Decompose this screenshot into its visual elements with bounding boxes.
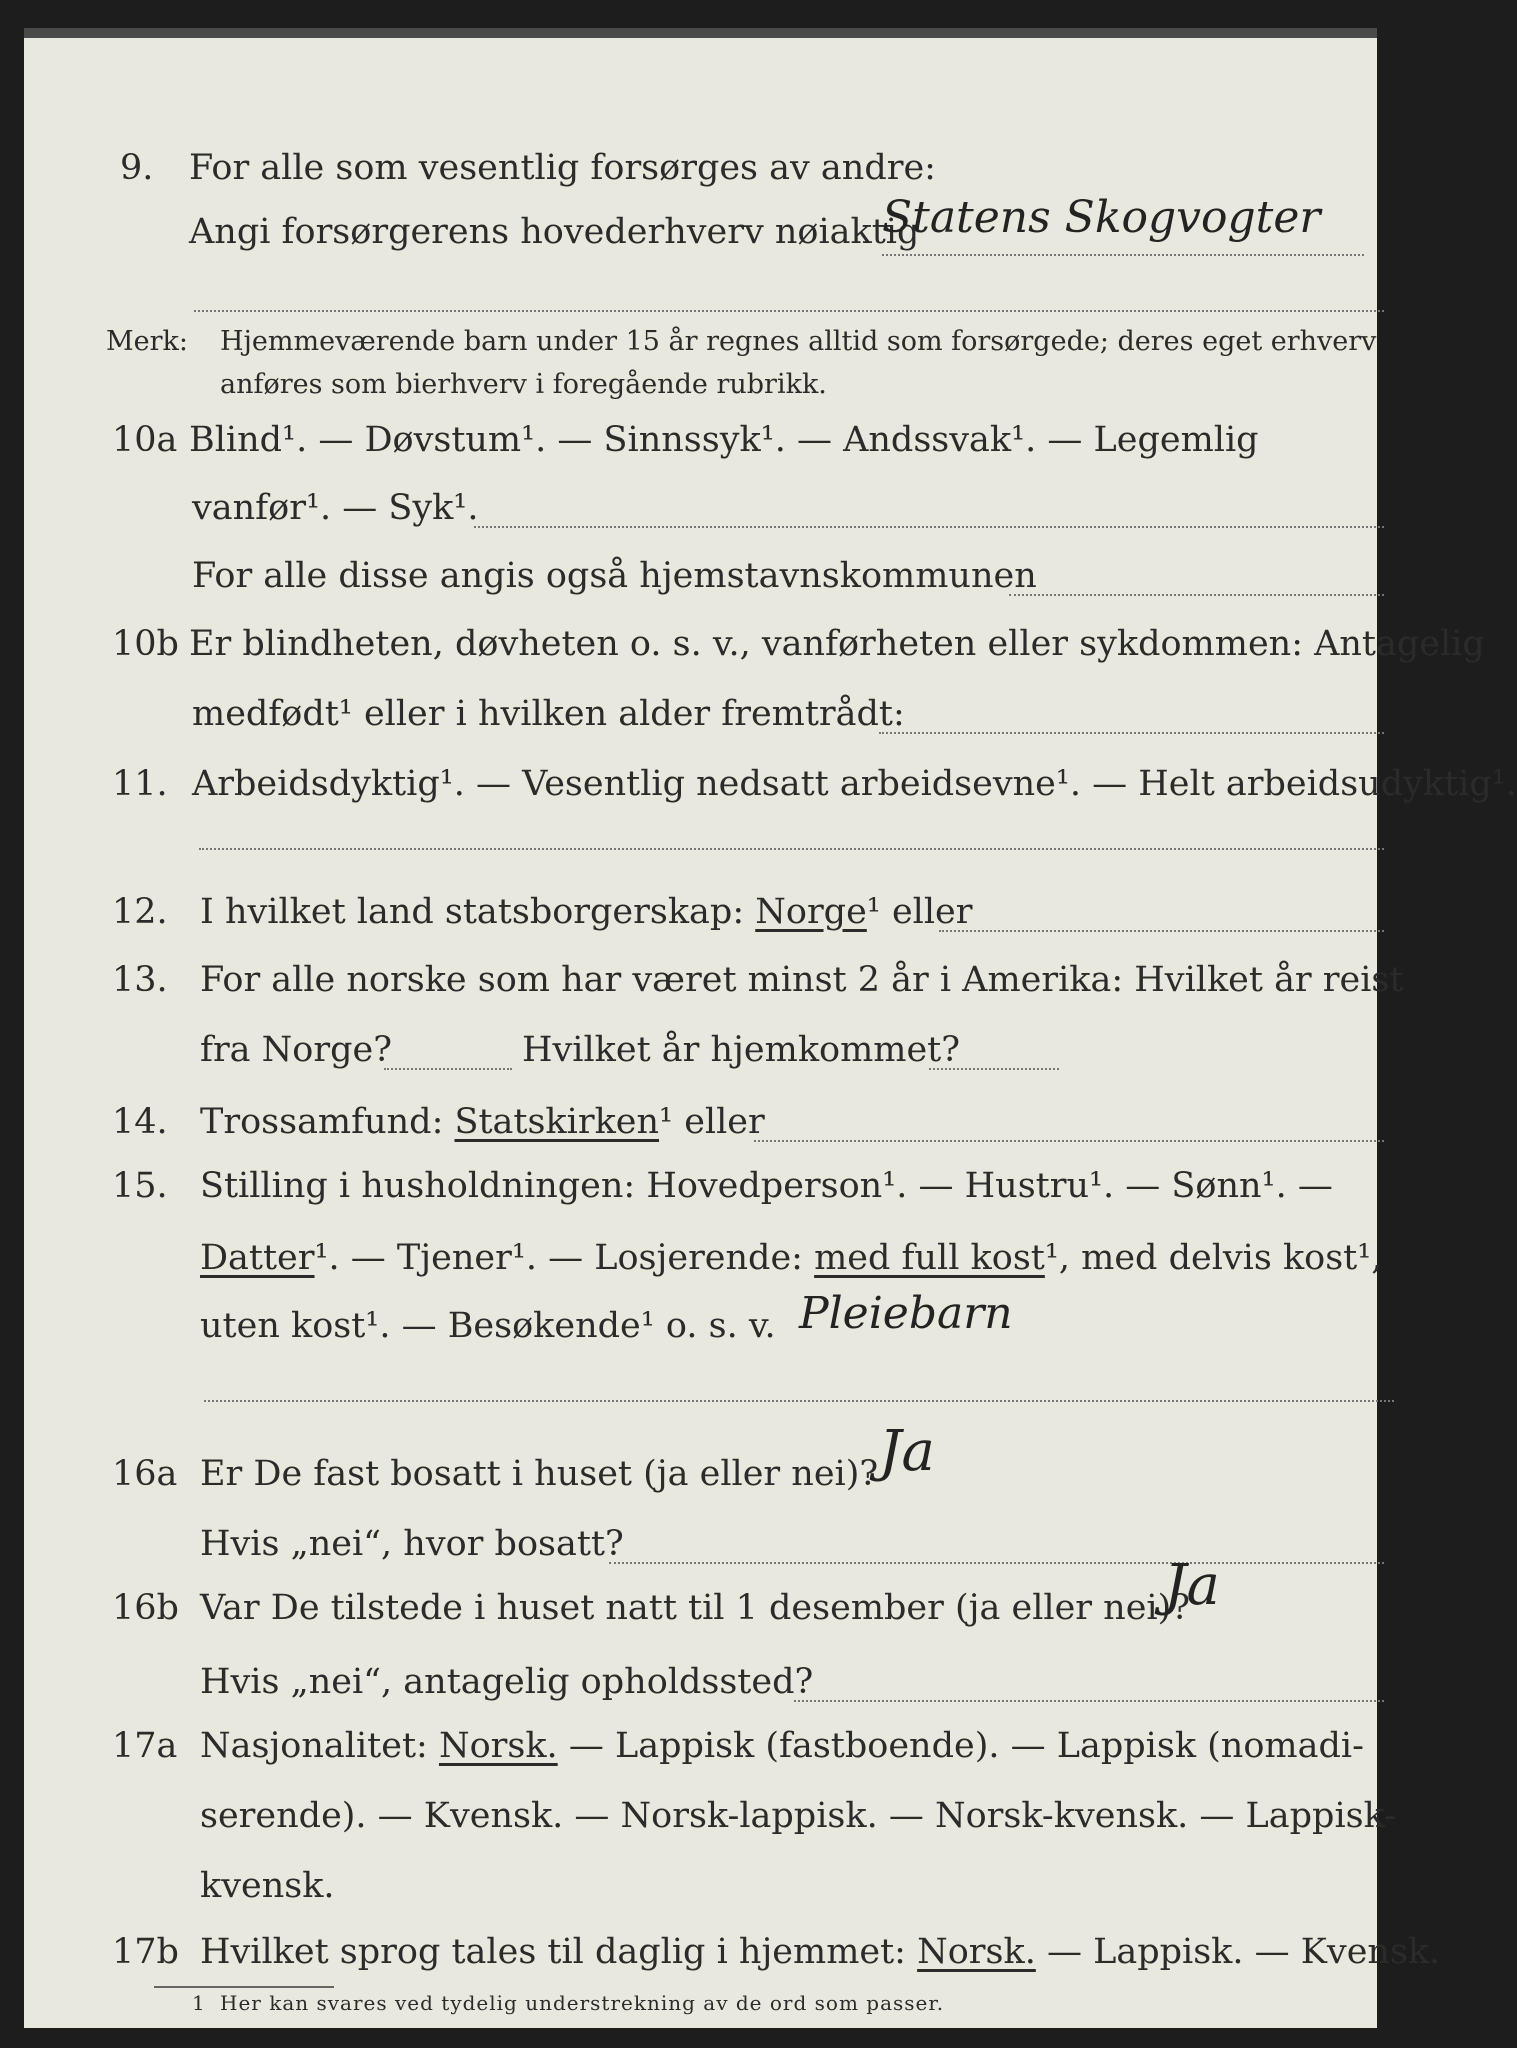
q10a-text-3: For alle disse angis også hjemstavnskommunen xyxy=(192,556,1037,596)
q17b-text xyxy=(200,1930,1440,1974)
q10b-number: 10b xyxy=(112,624,179,664)
q15-text-2d: ¹, med delvis kost¹, xyxy=(1044,1238,1383,1278)
q15-text-2 xyxy=(200,1236,1382,1280)
merk-text-2: anføres som bierhverv i foregående rubrikk. xyxy=(220,369,827,400)
q17b-prefix: Hvilket sprog tales til daglig i hjemmet: xyxy=(200,1932,906,1972)
q16b-number: 16b xyxy=(112,1588,179,1628)
q17b-number: 17b xyxy=(112,1932,179,1972)
q9-handwritten-answer[interactable]: Statens Skogvogter xyxy=(882,192,1321,243)
q9-number: 9. xyxy=(120,148,154,188)
q11-answer-line xyxy=(199,848,1384,850)
q13-text-1: For alle norske som har været minst 2 år i Amerika: Hvilket år reist xyxy=(200,960,1404,1000)
q13-text-2a: fra Norge? xyxy=(200,1030,392,1070)
q14-text xyxy=(200,1100,765,1144)
q12-underlined-answer[interactable]: Norge xyxy=(755,892,867,932)
q15-handwritten-answer[interactable]: Pleiebarn xyxy=(799,1288,1013,1339)
q16b-text-2: Hvis „nei“, antagelig opholdssted? xyxy=(200,1662,814,1702)
merk-label: Merk: xyxy=(106,326,188,357)
q17a-number: 17a xyxy=(112,1726,178,1766)
q17a-suffix: — Lappisk (fastboende). — Lappisk (nomadi- xyxy=(568,1726,1364,1766)
q13-hjemkommet-line xyxy=(929,1068,1059,1070)
q9-text-1: For alle som vesentlig forsørges av andre: xyxy=(189,148,936,188)
q13-number: 13. xyxy=(112,960,168,1000)
q16a-text-2: Hvis „nei“, hvor bosatt? xyxy=(200,1524,624,1564)
q10b-text-1: Er blindheten, døvheten o. s. v., vanførheten eller sykdommen: Antagelig xyxy=(189,624,1485,664)
q11-number: 11. xyxy=(112,764,168,804)
q12-number: 12. xyxy=(112,892,168,932)
q12-answer-line xyxy=(939,930,1384,932)
q15-full-kost-underlined[interactable]: med full kost xyxy=(814,1238,1045,1278)
q14-prefix: Trossamfund: xyxy=(200,1102,444,1142)
q16b-handwritten-answer[interactable]: Ja xyxy=(1164,1553,1220,1618)
q15-text-3: uten kost¹. — Besøkende¹ o. s. v. xyxy=(200,1306,776,1346)
q14-suffix: ¹ eller xyxy=(659,1102,765,1142)
q12-suffix: ¹ eller xyxy=(866,892,973,932)
q9-answer-line xyxy=(882,254,1364,256)
q13-reist-line xyxy=(384,1068,512,1070)
q14-number: 14. xyxy=(112,1102,168,1142)
q17a-prefix: Nasjonalitet: xyxy=(200,1726,428,1766)
q10a-kommune-line xyxy=(1009,594,1384,596)
footnote-text: Her kan svares ved tydelig understrekning av de ord som passer. xyxy=(220,1991,945,2015)
q10b-answer-line xyxy=(879,732,1384,734)
q14-underlined-answer[interactable]: Statskirken xyxy=(454,1102,660,1142)
q12-prefix: I hvilket land statsborgerskap: xyxy=(200,892,745,932)
q16a-text-1: Er De fast bosatt i huset (ja eller nei)? xyxy=(200,1454,879,1494)
q15-text-2b: ¹. — Tjener¹. — Losjerende: xyxy=(314,1238,803,1278)
q17a-underlined-answer[interactable]: Norsk. xyxy=(438,1726,558,1766)
q15-datter-underlined[interactable]: Datter xyxy=(200,1238,315,1278)
q14-answer-line xyxy=(754,1140,1384,1142)
footnote-mark: 1 xyxy=(192,1991,206,2015)
q16a-answer-line xyxy=(609,1562,1384,1564)
q9-text-2: Angi forsørgerens hovederhverv nøiaktig xyxy=(189,212,920,252)
q11-text-1: Arbeidsdyktig¹. — Vesentlig nedsatt arbeidsevne¹. — Helt arbeidsudyktig¹. xyxy=(192,764,1517,804)
merk-text-1: Hjemmeværende barn under 15 år regnes alltid som forsørgede; deres eget erhverv xyxy=(220,326,1377,357)
q17a-text-3: kvensk. xyxy=(200,1866,335,1906)
q15-text-1: Stilling i husholdningen: Hovedperson¹. — Hustru¹. — Sønn¹. — xyxy=(200,1166,1333,1206)
q10a-answer-line xyxy=(474,526,1384,528)
q9-separator xyxy=(194,310,1384,312)
q16a-number: 16a xyxy=(112,1454,178,1494)
q16b-answer-line xyxy=(794,1700,1384,1702)
q17b-underlined-answer[interactable]: Norsk. xyxy=(917,1932,1036,1972)
q16b-text-1: Var De tilstede i huset natt til 1 desember (ja eller nei)? xyxy=(200,1588,1191,1628)
q16a-handwritten-answer[interactable]: Ja xyxy=(879,1419,935,1484)
q17b-suffix: — Lappisk. — Kvensk. xyxy=(1046,1932,1441,1972)
q10a-text-2: vanfør¹. — Syk¹. xyxy=(192,488,479,528)
q10b-text-2: medfødt¹ eller i hvilken alder fremtrådt: xyxy=(192,694,905,734)
q17a-text-2: serende). — Kvensk. — Norsk-lappisk. — Norsk-kvensk. — Lappisk- xyxy=(200,1796,1397,1836)
census-form-page xyxy=(24,28,1517,2028)
q10a-text-1: Blind¹. — Døvstum¹. — Sinnssyk¹. — Andssvak¹. — Legemlig xyxy=(189,420,1259,460)
q15-separator xyxy=(204,1400,1394,1402)
q15-number: 15. xyxy=(112,1166,168,1206)
q17a-text-1 xyxy=(200,1724,1364,1768)
q10a-number: 10a xyxy=(112,420,178,460)
q13-text-2b: Hvilket år hjemkommet? xyxy=(522,1030,961,1070)
q12-text xyxy=(200,890,973,934)
